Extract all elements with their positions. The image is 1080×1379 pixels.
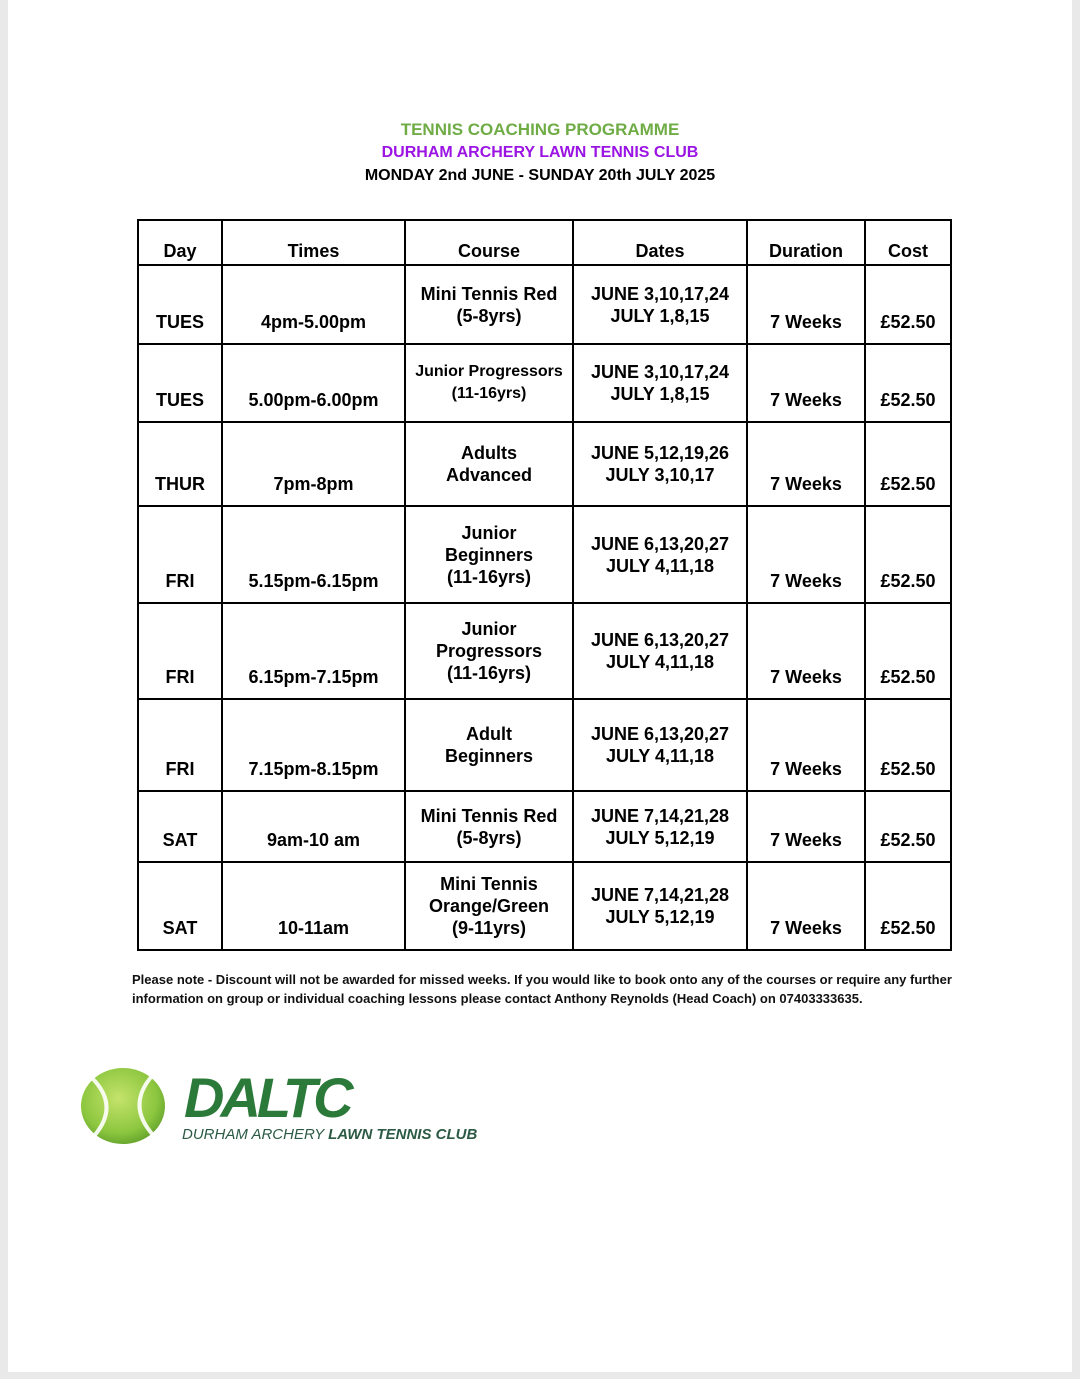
table-row bbox=[138, 506, 951, 603]
logo-subtitle bbox=[182, 1126, 477, 1143]
cell-course: Junior Beginners (11-16yrs) bbox=[405, 506, 573, 603]
cell-cost: £52.50 bbox=[865, 862, 951, 950]
cell-times: 6.15pm-7.15pm bbox=[222, 603, 405, 699]
table-row bbox=[138, 603, 951, 699]
cell-times: 4pm-5.00pm bbox=[222, 265, 405, 344]
cell-duration: 7 Weeks bbox=[747, 862, 865, 950]
cell-cost: £52.50 bbox=[865, 265, 951, 344]
cell-day: FRI bbox=[138, 699, 222, 791]
cell-times: 9am-10 am bbox=[222, 791, 405, 862]
schedule-table bbox=[137, 219, 952, 951]
cell-dates: JUNE 5,12,19,26 JULY 3,10,17 bbox=[573, 422, 747, 506]
cell-times: 5.15pm-6.15pm bbox=[222, 506, 405, 603]
cell-day: SAT bbox=[138, 791, 222, 862]
column-header-dates: Dates bbox=[573, 220, 747, 265]
table-row bbox=[138, 344, 951, 422]
cell-times: 5.00pm-6.00pm bbox=[222, 344, 405, 422]
cell-day: FRI bbox=[138, 506, 222, 603]
cell-dates: JUNE 7,14,21,28 JULY 5,12,19 bbox=[573, 862, 747, 950]
table-row bbox=[138, 422, 951, 506]
cell-duration: 7 Weeks bbox=[747, 791, 865, 862]
cell-dates: JUNE 7,14,21,28 JULY 5,12,19 bbox=[573, 791, 747, 862]
cell-course: Junior Progressors (11-16yrs) bbox=[405, 603, 573, 699]
cell-duration: 7 Weeks bbox=[747, 506, 865, 603]
table-row bbox=[138, 791, 951, 862]
cell-dates: JUNE 6,13,20,27 JULY 4,11,18 bbox=[573, 603, 747, 699]
programme-period: MONDAY 2nd JUNE - SUNDAY 20th JULY 2025 bbox=[364, 167, 716, 184]
cell-duration: 7 Weeks bbox=[747, 265, 865, 344]
cell-cost: £52.50 bbox=[865, 699, 951, 791]
cell-cost: £52.50 bbox=[865, 422, 951, 506]
cell-cost: £52.50 bbox=[865, 603, 951, 699]
cell-dates: JUNE 6,13,20,27 JULY 4,11,18 bbox=[573, 506, 747, 603]
cell-day: SAT bbox=[138, 862, 222, 950]
cell-day: THUR bbox=[138, 422, 222, 506]
cell-dates: JUNE 3,10,17,24 JULY 1,8,15 bbox=[573, 344, 747, 422]
cell-course: Mini Tennis Red (5-8yrs) bbox=[405, 265, 573, 344]
column-header-day: Day bbox=[138, 220, 222, 265]
club-logo bbox=[80, 1066, 500, 1156]
column-header-cost: Cost bbox=[865, 220, 951, 265]
cell-duration: 7 Weeks bbox=[747, 699, 865, 791]
cell-cost: £52.50 bbox=[865, 506, 951, 603]
cell-duration: 7 Weeks bbox=[747, 344, 865, 422]
table-row bbox=[138, 699, 951, 791]
cell-course: Mini Tennis Orange/Green (9-11yrs) bbox=[405, 862, 573, 950]
column-header-course: Course bbox=[405, 220, 573, 265]
cell-cost: £52.50 bbox=[865, 344, 951, 422]
club-name: DURHAM ARCHERY LAWN TENNIS CLUB bbox=[381, 144, 699, 161]
cell-times: 7pm-8pm bbox=[222, 422, 405, 506]
table-row bbox=[138, 862, 951, 950]
column-header-times: Times bbox=[222, 220, 405, 265]
table-row bbox=[138, 265, 951, 344]
header bbox=[8, 118, 1072, 187]
cell-duration: 7 Weeks bbox=[747, 422, 865, 506]
logo-brand: DALTC bbox=[184, 1066, 350, 1129]
cell-day: TUES bbox=[138, 265, 222, 344]
cell-course: Adult Beginners bbox=[405, 699, 573, 791]
cell-duration: 7 Weeks bbox=[747, 603, 865, 699]
tennis-ball-icon bbox=[80, 1066, 166, 1146]
cell-times: 10-11am bbox=[222, 862, 405, 950]
cell-day: TUES bbox=[138, 344, 222, 422]
programme-title: TENNIS COACHING PROGRAMME bbox=[400, 120, 680, 139]
cell-course: Adults Advanced bbox=[405, 422, 573, 506]
cell-dates: JUNE 3,10,17,24 JULY 1,8,15 bbox=[573, 265, 747, 344]
booking-note: Please note - Discount will not be awarded for missed weeks. If you would like to book onto any of the courses or require any further information on group or individual coaching lessons please contact Anthony Reynolds (Head Coach) on 07403333635. bbox=[132, 972, 952, 1006]
cell-cost: £52.50 bbox=[865, 791, 951, 862]
document-page bbox=[8, 0, 1072, 1372]
cell-day: FRI bbox=[138, 603, 222, 699]
table-header-row bbox=[138, 220, 951, 265]
logo-subtitle-b: LAWN TENNIS CLUB bbox=[328, 1126, 478, 1143]
logo-subtitle-a: DURHAM ARCHERY bbox=[182, 1126, 329, 1143]
cell-dates: JUNE 6,13,20,27 JULY 4,11,18 bbox=[573, 699, 747, 791]
column-header-duration: Duration bbox=[747, 220, 865, 265]
cell-course: Junior Progressors (11-16yrs) bbox=[405, 344, 573, 422]
cell-course: Mini Tennis Red (5-8yrs) bbox=[405, 791, 573, 862]
cell-times: 7.15pm-8.15pm bbox=[222, 699, 405, 791]
